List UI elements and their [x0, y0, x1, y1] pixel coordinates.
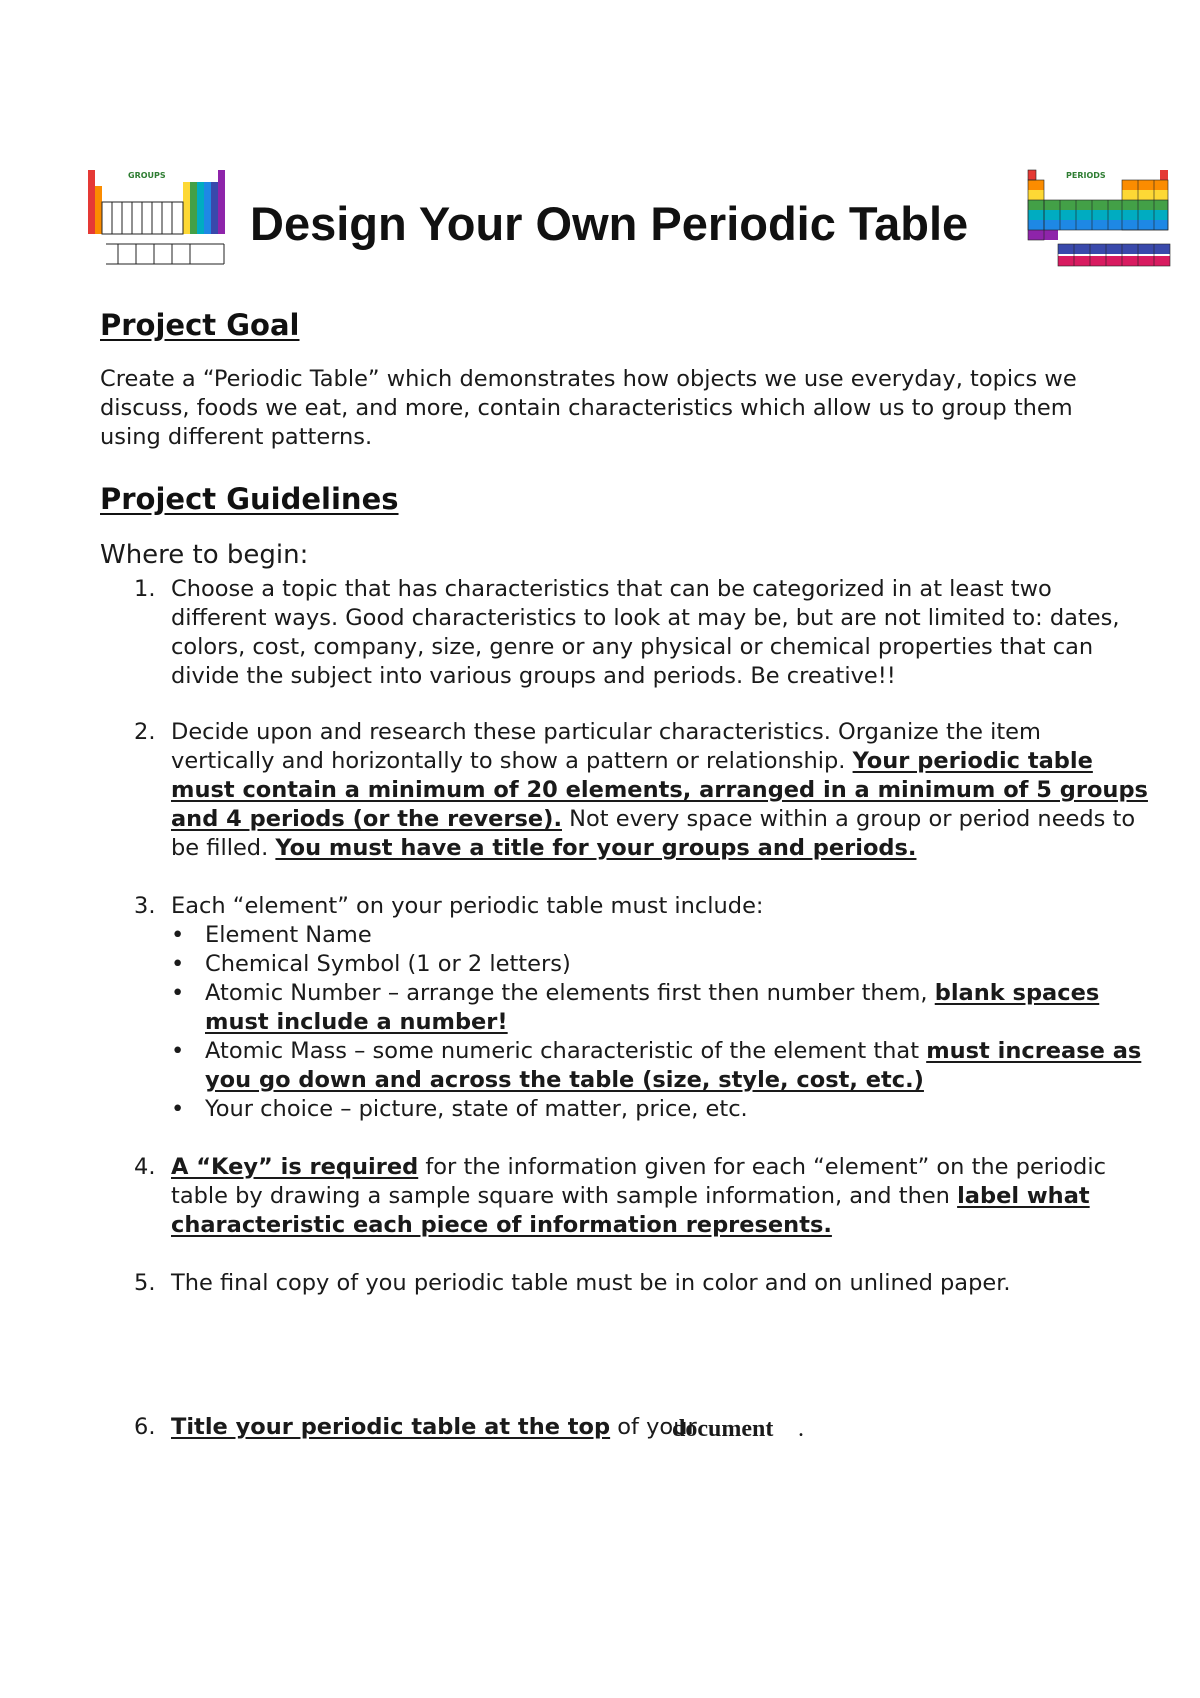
list-item-text: Element Name: [205, 922, 372, 948]
guideline-number: 6.: [134, 1414, 156, 1440]
guideline-item-4: [134, 1153, 1149, 1240]
list-item-text: Your choice – picture, state of matter, price, etc.: [205, 1096, 748, 1122]
list-item-emphasis: blank spaces must include a number!: [205, 980, 1100, 1035]
element-requirements-list: [171, 921, 1149, 1124]
project-goal-heading: Project Goal: [100, 308, 300, 342]
list-item-text: Atomic Mass – some numeric characteristic of the element that: [205, 1038, 927, 1064]
guideline-emphasis: A “Key” is required: [171, 1154, 419, 1180]
groups-logo-caption: GROUPS: [128, 171, 166, 180]
groups-logo-icon: [86, 166, 236, 274]
guideline-item-5: [134, 1269, 1149, 1298]
sentence-end-period: .: [798, 1416, 804, 1442]
guideline-emphasis: Title your periodic table at the top: [171, 1414, 611, 1440]
guideline-number: 1.: [134, 576, 156, 602]
guideline-item-6: [134, 1413, 1149, 1442]
document-title: Design Your Own Periodic Table: [250, 197, 969, 250]
list-item: [171, 1095, 1149, 1124]
periods-logo-caption: PERIODS: [1066, 171, 1106, 180]
guideline-number: 3.: [134, 893, 156, 919]
guideline-text: [171, 1413, 1149, 1442]
guideline-emphasis: Your periodic table must contain a minimum of 20 elements, arranged in a minimum of 5 groups and 4 periods (or the reverse).: [171, 748, 1148, 832]
guideline-item-1: [134, 575, 1149, 691]
guideline-emphasis: label what characteristic each piece of information represents.: [171, 1183, 1090, 1238]
guideline-text-part: Decide upon and research these particular characteristics. Organize the item vertically and horizontally to show a pattern or relationship.: [171, 719, 1041, 774]
guideline-text-part: for the information given for each “element” on the periodic table by drawing a sample square with sample information, and then: [171, 1154, 1106, 1209]
document-field-value[interactable]: document: [672, 1416, 774, 1442]
list-item-text: Atomic Number – arrange the elements first then number them,: [205, 980, 935, 1006]
where-to-begin-label: Where to begin:: [100, 540, 309, 570]
list-item: [171, 1037, 1149, 1095]
guideline-number: 2.: [134, 719, 156, 745]
guideline-intro: Each “element” on your periodic table must include:: [171, 893, 764, 919]
guideline-text: [171, 1153, 1149, 1240]
list-item-emphasis: must increase as you go down and across the table (size, style, cost, etc.): [205, 1038, 1142, 1093]
guideline-number: 4.: [134, 1154, 156, 1180]
guideline-item-3: [134, 892, 1149, 1124]
guideline-number: 5.: [134, 1270, 156, 1296]
guideline-text-part: of your: [610, 1414, 697, 1440]
periods-logo-icon: [1026, 166, 1176, 274]
list-item: [171, 921, 1149, 950]
guideline-item-2: [134, 718, 1149, 863]
list-item: [171, 979, 1149, 1037]
list-item: [171, 950, 1149, 979]
guideline-text: Choose a topic that has characteristics that can be categorized in at least two different ways. Good characteristics to look at may be, but are not limited to: dates, colors, cost, company, size, genre or any physical or chemical properties that can divide the subject into various groups and periods. Be creative!!: [171, 576, 1120, 689]
project-guidelines-heading: Project Guidelines: [100, 482, 399, 516]
project-goal-text: Create a “Periodic Table” which demonstrates how objects we use everyday, topics we discuss, foods we eat, and more, contain characteristics which allow us to group them using different patterns.: [100, 366, 1077, 450]
guideline-text: [171, 892, 1149, 1124]
guideline-text: [171, 718, 1149, 863]
guideline-text: The final copy of you periodic table must be in color and on unlined paper.: [171, 1270, 1011, 1296]
guideline-emphasis: You must have a title for your groups and periods.: [275, 835, 917, 861]
list-item-text: Chemical Symbol (1 or 2 letters): [205, 951, 571, 977]
guideline-text-part: Not every space within a group or period needs to be filled.: [171, 806, 1136, 861]
